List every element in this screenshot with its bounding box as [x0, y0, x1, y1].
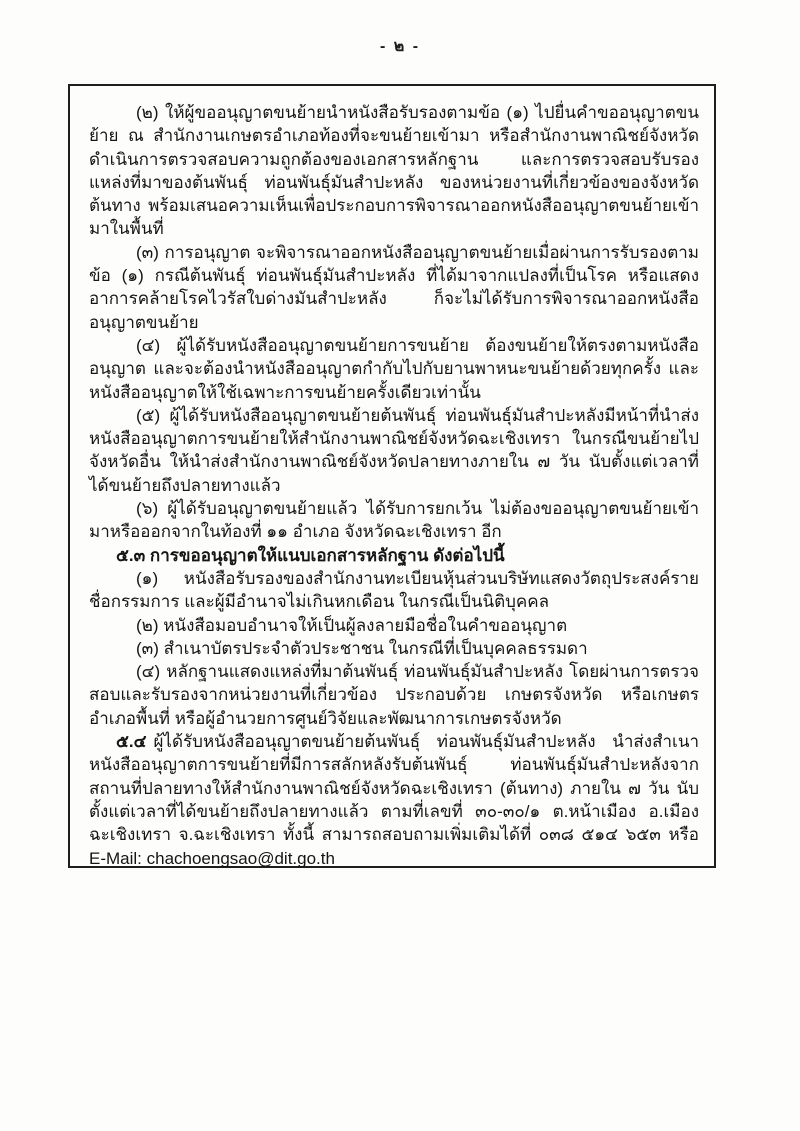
clause-3-paragraph: (๓) การอนุญาต จะพิจารณาออกหนังสืออนุญาตขนย้ายเมื่อผ่านการรับรองตามข้อ (๑) กรณีต้นพันธุ์ ท่อนพันธุ์มันสำปะหลัง ที่ได้มาจากแปลงที่เป็นโรค หรือแสดงอาการคล้ายโรคไวรัสใบด่างมันสำปะหลัง ก็จะไม่ได้รับการพิจารณาออกหนังสืออนุญาตขนย้าย	[89, 242, 699, 332]
section-5-4-paragraph	[89, 730, 699, 870]
page-number: - ๒ -	[379, 38, 421, 55]
section-5-3-item-3: (๓) สำเนาบัตรประจำตัวประชาชน ในกรณีที่เป็นบุคคลธรรมดา	[136, 638, 588, 658]
section-5-3-item-4: (๔) หลักฐานแสดงแหล่งที่มาต้นพันธุ์ ท่อนพันธุ์มันสำปะหลัง โดยผ่านการตรวจสอบและรับรองจากหน่วยงานที่เกี่ยวข้อง ประกอบด้วย เกษตรจังหวัด หรือเกษตรอำเภอพื้นที่ หรือผู้อำนวยการศูนย์วิจัยและพัฒนาการเกษตรจังหวัด	[89, 662, 699, 728]
document-border-box	[68, 84, 716, 868]
clause-5-paragraph: (๕) ผู้ได้รับหนังสืออนุญาตขนย้ายต้นพันธุ์ ท่อนพันธุ์มันสำปะหลังมีหน้าที่นำส่งหนังสืออนุญาตการขนย้ายให้สำนักงานพาณิชย์จังหวัดฉะเชิงเทรา ในกรณีขนย้ายไปจังหวัดอื่น ให้นำส่งสำนักงานพาณิชย์จังหวัดปลายทางภายใน ๗ วัน นับตั้งแต่เวลาที่ได้ขนย้ายถึงปลายทางแล้ว	[89, 405, 699, 495]
section-5-3-item-1: (๑) หนังสือรับรองของสำนักงานทะเบียนหุ้นส่วนบริษัทแสดงวัตถุประสงค์รายชื่อกรรมการ และผู้มีอำนาจไม่เกินหกเดือน ในกรณีเป็นนิติบุคคล	[89, 568, 699, 612]
clause-4-paragraph: (๔) ผู้ได้รับหนังสืออนุญาตขนย้ายการขนย้าย ต้องขนย้ายให้ตรงตามหนังสืออนุญาต และจะต้องนำหนังสืออนุญาตกำกับไปกับยานพาหนะขนย้ายด้วยทุกครั้ง และหนังสืออนุญาตให้ใช้เฉพาะการขนย้ายครั้งเดียวเท่านั้น	[89, 335, 699, 402]
section-5-3-heading: ๕.๓ การขออนุญาตให้แนบเอกสารหลักฐาน ดังต่อไปนี้	[116, 545, 505, 565]
clause-6-paragraph: (๖) ผู้ได้รับอนุญาตขนย้ายแล้ว ได้รับการยกเว้น ไม่ต้องขออนุญาตขนย้ายเข้ามาหรือออกจากในท้องที่ ๑๑ อำเภอ จังหวัดฉะเชิงเทรา อีก	[89, 499, 699, 542]
section-5-4-text: ผู้ได้รับหนังสืออนุญาตขนย้ายต้นพันธุ์ ท่อนพันธุ์มันสำปะหลัง นำส่งสำเนาหนังสืออนุญาตการขนย้ายที่มีการสลักหลังรับต้นพันธุ์ ท่อนพันธุ์มันสำปะหลังจากสถานที่ปลายทางให้สำนักงานพาณิชย์จังหวัดฉะเชิงเทรา (ต้นทาง) ภายใน ๗ วัน นับตั้งแต่เวลาที่ได้ขนย้ายถึงปลายทางแล้ว ตามที่เลขที่ ๓๐-๓๐/๑ ต.หน้าเมือง อ.เมืองฉะเชิงเทรา จ.ฉะเชิงเทรา ทั้งนี้ สามารถสอบถามเพิ่มเติมได้ที่ ๐๓๘ ๕๑๔ ๖๕๓ หรือ E-Mail: chachoengsao@dit.go.th	[89, 732, 699, 868]
clause-2-paragraph: (๒) ให้ผู้ขออนุญาตขนย้ายนำหนังสือรับรองตามข้อ (๑) ไปยื่นคำขออนุญาตขนย้าย ณ สำนักงานเกษตรอำเภอท้องที่จะขนย้ายเข้ามา หรือสำนักงานพาณิชย์จังหวัด ดำเนินการตรวจสอบความถูกต้องของเอกสารหลักฐาน และการตรวจสอบรับรองแหล่งที่มาของต้นพันธุ์ ท่อนพันธุ์มันสำปะหลัง ของหน่วยงานที่เกี่ยวข้องของจังหวัดต้นทาง พร้อมเสนอความเห็นเพื่อประกอบการพิจารณาออกหนังสืออนุญาตขนย้ายเข้ามาในพื้นที่	[89, 103, 699, 239]
section-5-3-item-2: (๒) หนังสือมอบอำนาจให้เป็นผู้ลงลายมือชื่อในคำขออนุญาต	[136, 615, 568, 635]
section-5-4-number: ๕.๔	[116, 732, 147, 752]
